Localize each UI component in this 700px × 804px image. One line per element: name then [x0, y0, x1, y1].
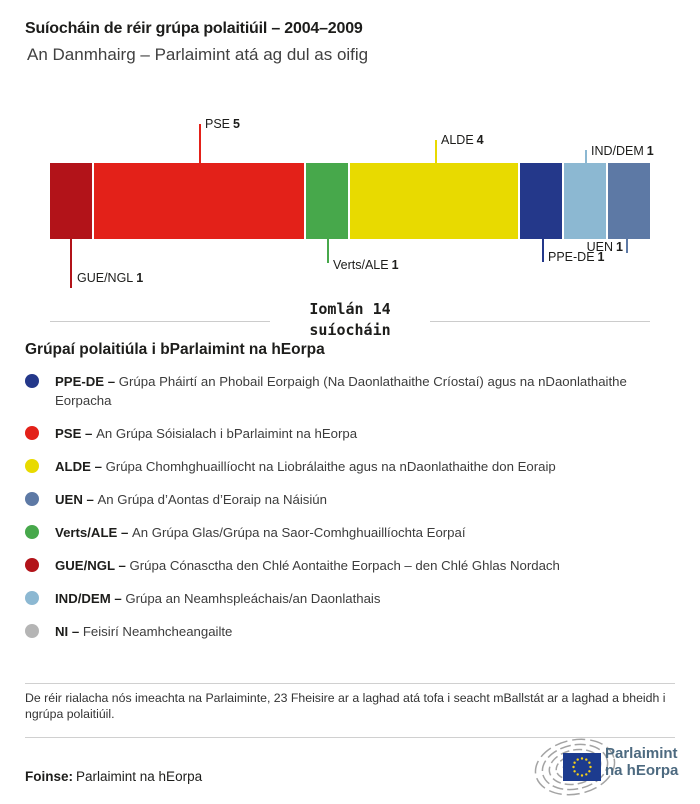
- legend-title: Grúpaí polaitiúla i bParlaimint na hEorpa: [25, 341, 325, 358]
- legend-dot-icon: [25, 558, 39, 572]
- bar-segment-pse: [92, 163, 304, 239]
- total-rule-right: [430, 321, 650, 322]
- logo-wordmark: [605, 745, 678, 779]
- legend-item-text: PSE – An Grúpa Sóisialach i bParlaimint na hEorpa: [55, 426, 358, 441]
- callout-alde-seats: 4: [476, 133, 484, 147]
- eu-flag-icon: [563, 753, 601, 781]
- tick-verts-ale: [327, 239, 329, 263]
- callout-verts-ale-seats: 1: [391, 258, 399, 272]
- callout-uen-group: UEN: [586, 240, 614, 254]
- callout-gue-ngl-seats: 1: [136, 271, 144, 285]
- legend-item-ind-dem: [25, 589, 665, 608]
- logo-wordmark-line1: Parlaimint: [605, 745, 678, 762]
- legend-item-gue-ngl: [25, 556, 665, 575]
- legend-dot-icon: [25, 426, 39, 440]
- page-title: Suíocháin de réir grúpa polaitiúil – 2004–2009: [25, 20, 363, 37]
- callout-uen-seats: 1: [616, 240, 623, 254]
- legend-item-verts-ale: [25, 523, 665, 542]
- legend-item-text: ALDE – Grúpa Chomhghuaillíocht na Liobrálaithe agus na nDaonlathaithe don Eoraip: [55, 459, 556, 474]
- tick-gue-ngl: [70, 239, 72, 288]
- legend-dot-icon: [25, 374, 39, 388]
- callout-ppe-de-group: PPE-DE: [548, 250, 595, 264]
- legend-item-ni: [25, 622, 665, 641]
- legend-item-text: Verts/ALE – An Grúpa Glas/Grúpa na Saor-Comhghuaillíochta Eorpaí: [55, 525, 466, 540]
- european-parliament-logo: [531, 736, 691, 798]
- callout-verts-ale-group: Verts/ALE: [333, 258, 389, 272]
- callout-pse-group: PSE: [205, 117, 231, 131]
- callout-verts-ale: [333, 258, 399, 272]
- legend-item-text: PPE-DE – Grúpa Pháirtí an Phobail Eorpaigh (Na Daonlathaithe Críostaí) agus na nDaonlathaithe Eorpacha: [55, 374, 627, 408]
- callout-pse-seats: 5: [233, 117, 240, 131]
- legend-list: [25, 372, 665, 655]
- total-seats-line1: Iomlán 14: [309, 300, 391, 318]
- tick-ind-dem: [585, 150, 587, 163]
- bar-segment-uen: [606, 163, 650, 239]
- legend-item-text: GUE/NGL – Grúpa Cónasctha den Chlé Aontaithe Eorpach – den Chlé Ghlas Nordach: [55, 558, 560, 573]
- tick-pse: [199, 124, 201, 163]
- callout-alde-group: ALDE: [441, 133, 474, 147]
- tick-alde: [435, 140, 437, 163]
- legend-dot-icon: [25, 591, 39, 605]
- callout-ind-dem-seats: 1: [646, 144, 654, 158]
- callout-pse: [205, 117, 240, 131]
- tick-ppe-de: [542, 239, 544, 262]
- legend-item-text: IND/DEM – Grúpa an Neamhspleáchais/an Daonlathais: [55, 591, 381, 606]
- callout-alde: [441, 133, 484, 147]
- legend-item-alde: [25, 457, 665, 476]
- legend-dot-icon: [25, 459, 39, 473]
- logo-wordmark-line2: na hEorpa: [605, 762, 679, 779]
- legend-item-uen: [25, 490, 665, 509]
- total-seats-line2: suíocháin: [309, 321, 391, 339]
- bar-segment-verts-ale: [304, 163, 348, 239]
- footnote: De réir rialacha nós imeachta na Parlaiminte, 23 Fheisire ar a laghad atá tofa i seacht mBallstát ar a laghad a bheidh i ngrúpa polaitiúil.: [25, 691, 666, 721]
- callout-gue-ngl-group: GUE/NGL: [77, 271, 134, 285]
- page-subtitle: An Danmhairg – Parlaimint atá ag dul as oifig: [27, 45, 369, 64]
- callout-uen: [587, 240, 623, 254]
- seats-bar: [50, 163, 650, 239]
- bar-segment-ppe-de: [518, 163, 562, 239]
- callout-ppe-de-seats: 1: [597, 250, 605, 264]
- legend-dot-icon: [25, 525, 39, 539]
- legend-item-text: UEN – An Grúpa d’Aontas d’Eoraip na Náisiún: [55, 492, 327, 507]
- legend-dot-icon: [25, 624, 39, 638]
- source-value: Parlaimint na hEorpa: [76, 769, 203, 784]
- callout-ind-dem: [591, 144, 654, 158]
- bar-segment-gue-ngl: [50, 163, 92, 239]
- bar-segment-alde: [348, 163, 518, 239]
- total-rule-left: [50, 321, 270, 322]
- legend-item-ppe-de: [25, 372, 665, 410]
- bar-segment-ind-dem: [562, 163, 606, 239]
- callout-gue-ngl: [77, 271, 143, 285]
- callout-ind-dem-group: IND/DEM: [591, 144, 644, 158]
- total-seats-label: [270, 299, 430, 341]
- source-line: [25, 769, 202, 784]
- legend-item-text: NI – Feisirí Neamhcheangailte: [55, 624, 233, 639]
- source-label: Foinse:: [25, 769, 74, 784]
- legend-item-pse: [25, 424, 665, 443]
- legend-dot-icon: [25, 492, 39, 506]
- tick-uen: [626, 239, 628, 253]
- divider-top: [25, 683, 675, 684]
